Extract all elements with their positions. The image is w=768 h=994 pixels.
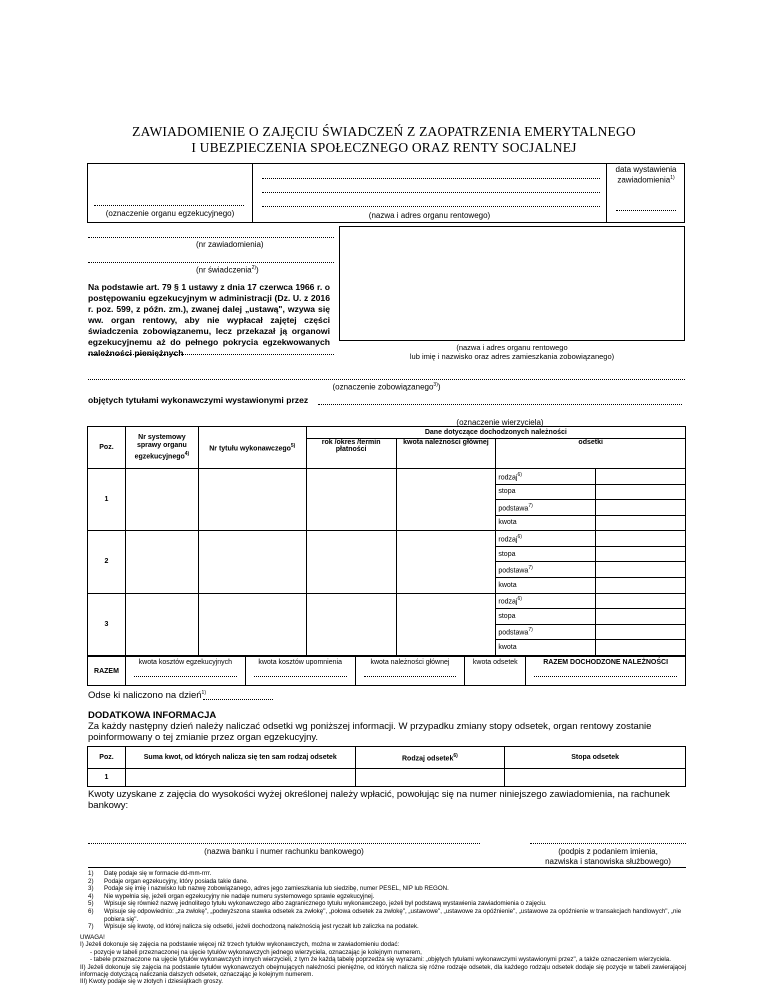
row-1-stopa-label: stopa: [496, 484, 596, 500]
dodatkowa-heading: DODATKOWA INFORMACJA: [88, 710, 217, 721]
row-1-rok[interactable]: [306, 468, 396, 530]
row-1-nr-sys[interactable]: [125, 468, 198, 530]
row-2-kwota-label: kwota: [496, 578, 596, 594]
row-3-stopa-value[interactable]: [596, 609, 686, 625]
row-1-podstawa-value[interactable]: [596, 500, 686, 516]
payment-text: Kwoty uzyskane z zajęcia do wysokości wyżej określonej należy wpłacić, powołując się na numer niniejszego zawiadomienia, na rachunek bankowy:: [88, 789, 670, 811]
dodatkowa-text: Za każdy następny dzień należy naliczać odsetki wg poniższej informacji. W przypadku zmiany stopy odsetek, organ rentowy zostanie poinformowany o tej zmianie przez organ egzekucyjny.: [88, 721, 652, 743]
date-field[interactable]: [616, 210, 676, 211]
footnote-2: [88, 878, 686, 886]
razem-label: RAZEM: [88, 657, 126, 686]
rentowy-label: (nazwa i adres organu rentowego): [368, 211, 491, 220]
nr-swiadczenia-field[interactable]: [88, 262, 334, 263]
col-nr-sys: [125, 427, 198, 469]
row-1-rodzaj-label: [496, 468, 596, 484]
info-row-1-stopa[interactable]: [505, 769, 686, 787]
row-1-poz: 1: [88, 468, 126, 530]
zobowiazany-label: (oznaczenie zobowiązanego$^{3)}$): [332, 382, 441, 392]
date-label: [607, 165, 685, 185]
info-row-1-rodzaj[interactable]: [355, 769, 505, 787]
col-nr-tytulu: [198, 427, 306, 469]
signature-label-2: nazwiska i stanowiska służbowego): [545, 857, 671, 866]
info-col-suma: Suma kwot, od których nalicza się ten sam rodzaj odsetek: [125, 747, 355, 769]
footnote-3-num: 3): [88, 885, 94, 893]
row-3-podstawa-value[interactable]: [596, 624, 686, 640]
row-2-rodzaj-value[interactable]: [596, 531, 686, 547]
nr-swiadczenia-sup: 2): [251, 265, 257, 271]
row-2-stopa-label: stopa: [496, 546, 596, 562]
row-3-stopa-label: stopa: [496, 609, 596, 625]
nr-swiadczenia-label: [196, 265, 259, 275]
date-label-text: data wystawienia zawiadomienia: [615, 165, 677, 185]
row-3-rodzaj-label: [496, 593, 596, 609]
odsetki-date-text: Odse ki naliczono na dzień: [88, 690, 202, 702]
row-3-rodzaj-text: rodzaj: [498, 598, 518, 606]
tot-naleznosc-label: kwota należności głównej: [370, 659, 450, 666]
row-2-podstawa-label: [496, 562, 596, 578]
row-3-rodzaj-value[interactable]: [596, 593, 686, 609]
legal-basis-text: Na podstawie art. 79 § 1 ustawy z dnia 17 czerwca 1966 r. o postępowaniu egzekucyjnym w administracji (Dz. U. z 2016 r. poz. 599, z późn. zm.), zwanej dalej „ustawą", wzywa się ww. organ rentowy, aby nie wypłacał zajętej części świadczenia zobowiązanemu, lecz przekazał ją organowi egzekucyjnemu aż do pełnego pokrycia egzekwowanych należności pieniężnych: [88, 282, 330, 358]
rentowy-field-1[interactable]: [262, 178, 600, 179]
footnote-7: [88, 923, 686, 931]
footnote-4-text: Nie wypełnia się, jeżeli organ egzekucyjny nie nadaje numeru systemowego sprawie egzekucyjnej.: [104, 892, 375, 900]
row-1-podstawa-text: podstawa: [498, 505, 529, 513]
row-2-stopa-value[interactable]: [596, 546, 686, 562]
odsetki-date-field[interactable]: [203, 699, 273, 700]
footnote-7-text: Wpisuje się kwotę, od której nalicza się odsetki, jeżeli dochodzoną należnością jest ryczałt lub zaliczka na podatek.: [104, 923, 419, 931]
tot-odsetki[interactable]: [465, 657, 526, 686]
footnote-2-num: 2): [88, 877, 94, 885]
col-nr-sys-sup: 4): [184, 450, 190, 457]
claims-table: [87, 426, 686, 656]
footnote-5-num: 5): [88, 900, 94, 908]
row-1-rodzaj-value[interactable]: [596, 468, 686, 484]
row-2-rodzaj-sup: 6): [517, 533, 522, 540]
document-title-line2: I UBEZPIECZENIA SPOŁECZNEGO ORAZ RENTY SOCJALNEJ: [191, 140, 577, 155]
info-col-rodzaj: [355, 747, 505, 769]
titles-text: objętych tytułami wykonawczymi wystawionymi przez: [88, 395, 309, 405]
uwaga-section: [80, 934, 686, 986]
row-3-nr-tytulu[interactable]: [198, 593, 306, 655]
footnotes: [88, 870, 686, 931]
row-3-rodzaj-sup: 6): [517, 596, 522, 603]
nr-zawiadomienia-field[interactable]: [88, 237, 334, 238]
address-box-label: [339, 343, 685, 361]
footnote-6: [88, 908, 686, 923]
info-col-poz: Poz.: [88, 747, 126, 769]
row-2-kwota-value[interactable]: [596, 578, 686, 594]
row-1-nr-tytulu[interactable]: [198, 468, 306, 530]
signature-label-1: (podpis z podaniem imienia,: [558, 847, 658, 856]
footnote-1: [88, 870, 686, 878]
row-3-podstawa-sup: 7): [528, 627, 533, 634]
footnotes-divider: [88, 867, 686, 868]
footnote-1-text: Datę podaje się w formacie dd-mm-rrrr.: [104, 870, 212, 877]
row-3-kwota-label: kwota: [496, 640, 596, 656]
row-3-nr-sys[interactable]: [125, 593, 198, 655]
tot-razem[interactable]: [526, 657, 686, 686]
row-2-podstawa-text: podstawa: [498, 567, 529, 575]
rentowy-field-2[interactable]: [262, 192, 600, 193]
tot-koszty-egz[interactable]: [125, 657, 245, 686]
wierzyciel-label: (oznaczenie wierzyciela): [456, 418, 544, 427]
odsetki-date-sup: 1): [201, 690, 206, 696]
footnote-5-text: Wpisuje się również nazwę jednolitego tytułu wykonawczego albo zagranicznego tytułu wykonawczego, jeżeli był podstawą wystawienia zawiadomienia o zajęciu.: [104, 900, 547, 908]
footnote-2-text: Podaje organ egzekucyjny, który posiada takie dane.: [104, 877, 249, 885]
organ-label: (oznaczenie organu egzekucyjnego): [105, 209, 235, 218]
footnote-3: [88, 885, 686, 893]
row-2-podstawa-value[interactable]: [596, 562, 686, 578]
footnote-7-num: 7): [88, 923, 94, 931]
tot-koszty-egz-label: kwota kosztów egzekucyjnych: [138, 659, 233, 666]
footnote-5: [88, 900, 686, 908]
col-odsetki: odsetki: [496, 438, 686, 468]
date-label-sup: 1): [670, 175, 675, 181]
col-nr-tytulu-sup: 5): [290, 442, 296, 449]
row-3-kwota[interactable]: [396, 593, 496, 655]
row-2-nr-tytulu[interactable]: [198, 531, 306, 593]
info-col-stopa: Stopa odsetek: [505, 747, 686, 769]
footnote-4: [88, 893, 686, 901]
rentowy-field-3[interactable]: [262, 206, 600, 207]
uwaga-ii: II) Jeżeli dokonuje się zajęcia na podstawie tytułów wykonawczych obejmujących należności pieniężne, od których nalicza się różne rodzaje odsetek, dla każdego rodzaju odsetek dodaje się pozycje w tabeli zawierającej informację dotyczącą naliczania dalszych odsetek, oznaczając je kolejnym numerem.: [80, 963, 686, 979]
row-1-kwota-value[interactable]: [596, 515, 686, 531]
row-3-kwota-value[interactable]: [596, 640, 686, 656]
col-nr-sys-text: Nr systemowy sprawy organu egzekucyjnego: [134, 433, 187, 461]
info-col-rodzaj-sup: 6): [453, 752, 458, 759]
legal-basis-field[interactable]: [88, 354, 334, 355]
info-col-rodzaj-text: Rodzaj odsetek: [402, 755, 454, 763]
nr-swiadczenia-text: (nr świadczenia: [196, 265, 252, 275]
row-2-rok[interactable]: [306, 531, 396, 593]
col-kwota: kwota należności głównej: [396, 438, 496, 468]
uwaga-iii: III) Kwoty podaje się w złotych i dziesiątkach groszy.: [80, 978, 223, 986]
row-1-podstawa-sup: 7): [528, 502, 533, 509]
row-2-kwota[interactable]: [396, 531, 496, 593]
tot-naleznosc[interactable]: [355, 657, 465, 686]
info-row-1-suma[interactable]: [125, 769, 355, 787]
wierzyciel-field[interactable]: [318, 404, 682, 405]
row-1-rodzaj-text: rodzaj: [498, 473, 518, 481]
row-2-podstawa-sup: 7): [528, 565, 533, 572]
tot-odsetki-label: kwota odsetek: [472, 659, 518, 666]
group-header: Dane dotyczące dochodzonych należności: [306, 427, 685, 439]
row-3-rok[interactable]: [306, 593, 396, 655]
col-nr-tytulu-text: Nr tytułu wykonawczego: [209, 445, 291, 453]
address-box[interactable]: [339, 226, 685, 341]
row-1-kwota[interactable]: [396, 468, 496, 530]
row-3-podstawa-label: [496, 624, 596, 640]
organ-field[interactable]: [94, 205, 244, 206]
uwaga-i: I) Jeżeli dokonuje się zajęcia na podstawie więcej niż trzech tytułów wykonawczych, można w zawiadomieniu dodać:: [80, 941, 400, 949]
row-1-kwota-label: kwota: [496, 515, 596, 531]
row-1-podstawa-label: [496, 500, 596, 516]
footnote-3-text: Podaje się imię i nazwisko lub nazwę zobowiązanego, adres jego zamieszkania lub siedzibę, numer PESEL, NIP lub REGON.: [104, 885, 449, 893]
footnote-6-text: Wpisuje się odpowiednio: „za zwłokę", „podwyższona stawka odsetek za zwłokę", „połowa odsetek za zwłokę", „ustawowe", „ustawowe za opóźnienie", „ustawowe za opóźnienie w transakcjach handlowych", „nie pobiera się".: [104, 907, 682, 923]
tot-koszty-upo-label: kwota kosztów upomnienia: [258, 659, 342, 666]
row-2-rodzaj-label: [496, 531, 596, 547]
document-title-line1: ZAWIADOMIENIE O ZAJĘCIU ŚWIADCZEŃ Z ZAOPATRZENIA EMERYTALNEGO: [132, 124, 636, 139]
nr-swiadczenia-end: ): [256, 265, 259, 275]
row-3-poz: 3: [88, 593, 126, 655]
col-poz: Poz.: [88, 427, 126, 469]
row-1-rodzaj-sup: 6): [517, 471, 522, 478]
zobowiazany-label-text: (oznaczenie zobowiązanego: [332, 382, 434, 392]
odsetki-info-table: [87, 746, 686, 787]
col-rok: rok /okres /termin płatności: [306, 438, 396, 468]
signature-label: [520, 847, 696, 867]
tot-razem-label: RAZEM DOCHODZONE NALEŻNOŚCI: [543, 659, 669, 666]
bank-field[interactable]: [88, 843, 480, 844]
address-box-label-1: (nazwa i adres organu rentowego: [456, 343, 568, 352]
row-3-podstawa-text: podstawa: [498, 629, 529, 637]
odsetki-date-line: [88, 690, 206, 701]
totals-table: [87, 656, 686, 686]
row-2-rodzaj-text: rodzaj: [498, 536, 518, 544]
uwaga-heading: UWAGA!: [80, 934, 105, 941]
uwaga-i-a: - pozycje w tabeli przeznaczonej na ujęcie tytułów wykonawczych jednego wierzyciela, oznaczając je kolejnym numerem,: [90, 948, 422, 956]
zobowiazany-label-sup: 3): [433, 382, 438, 388]
nr-zawiadomienia-label: (nr zawiadomienia): [196, 240, 264, 249]
row-2-nr-sys[interactable]: [125, 531, 198, 593]
bank-label: (nazwa banku i numer rachunku bankowego): [204, 847, 364, 856]
uwaga-i-b: - tabele przeznaczone na ujęcie tytułów wykonawczych innych wierzycieli, z tym że każdą tabelę poprzedza się wyrazami: „objętych tytułami wykonawczymi wystawionymi przez", a także oznaczeniem wierzyciela.: [90, 956, 671, 964]
footnote-1-num: 1): [88, 870, 94, 877]
footnote-4-num: 4): [88, 892, 94, 900]
signature-field[interactable]: [530, 843, 686, 844]
footnote-6-num: 6): [88, 907, 94, 915]
address-box-label-2: lub imię i nazwisko oraz adres zamieszkania zobowiązanego): [409, 352, 615, 361]
tot-koszty-upo[interactable]: [245, 657, 355, 686]
zobowiazany-field[interactable]: [88, 379, 685, 380]
row-1-stopa-value[interactable]: [596, 484, 686, 500]
row-2-poz: 2: [88, 531, 126, 593]
info-row-1-poz: 1: [88, 769, 126, 787]
